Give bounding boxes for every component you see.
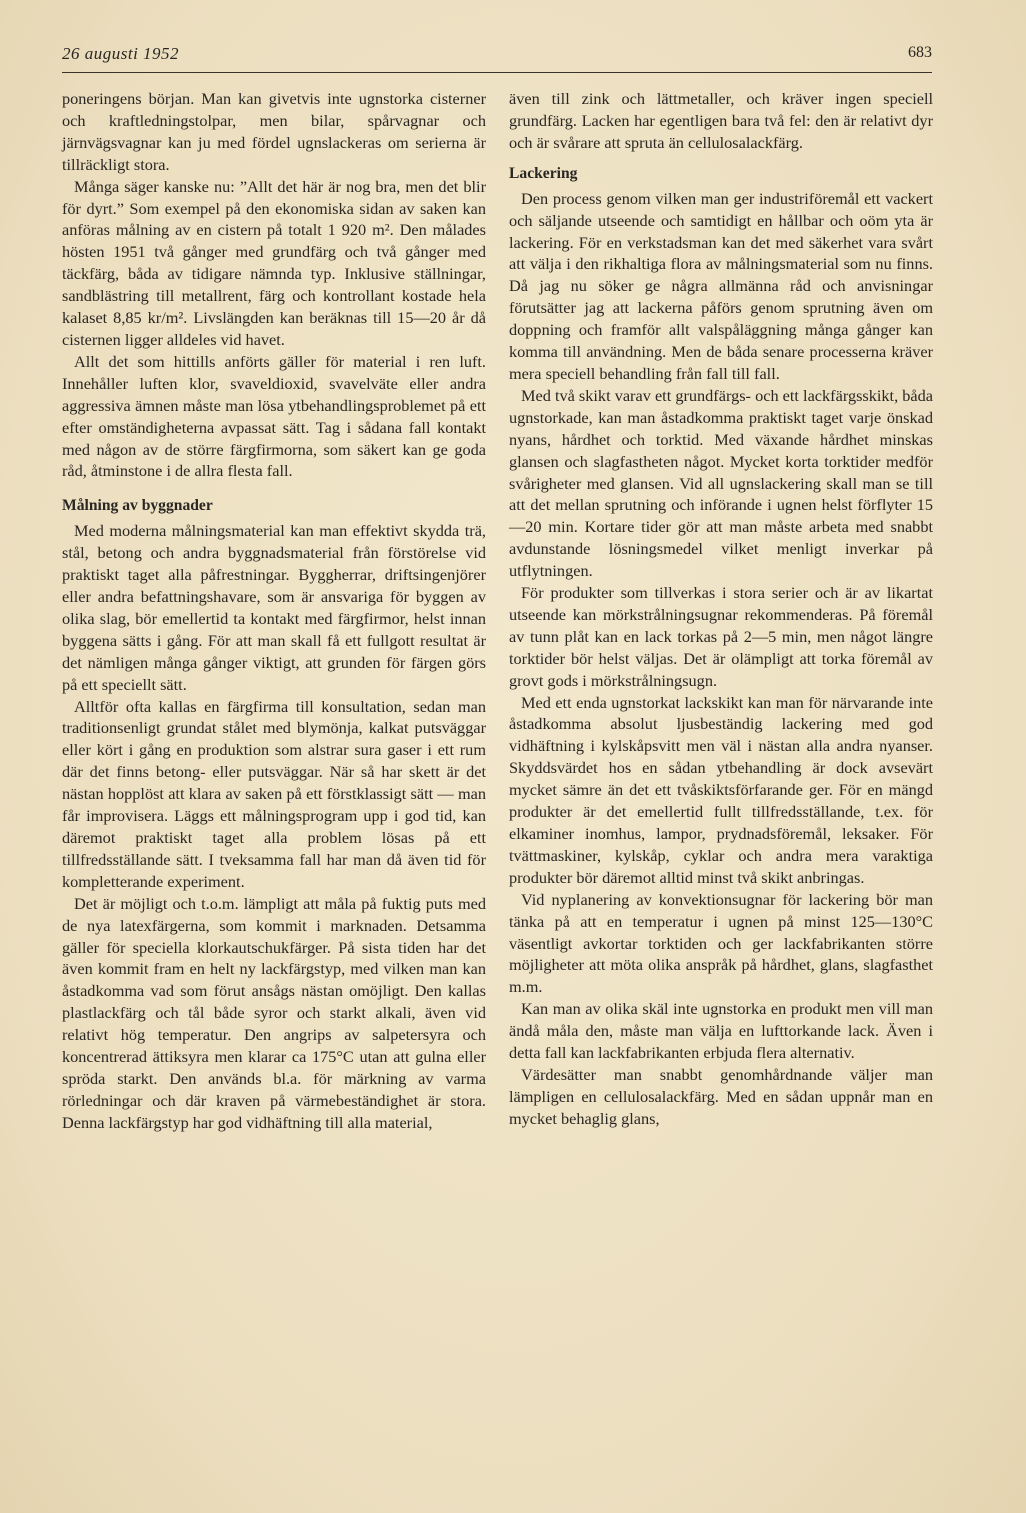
page-number: 683 xyxy=(908,44,932,61)
section-heading-buildings: Målning av byggnader xyxy=(62,497,213,515)
paragraph: Alltför ofta kallas en färgfirma till konsultation, sedan man traditionsenligt grundat stålet med blymönja, kalkat putsväggar eller kört i gång en produktion som alstrar sura gaser i ett rum där det finns betong- eller putsväggar. När så har skett är det nästan hopplöst att klara av saken på ett förstklassigt sätt — man får improvisera. Läggs ett målningsprogram upp i god tid, kan däremot praktiskt taget alla problem lösas på ett tillfredsställande sätt. I tveksamma fall har man då även tid för kompletterande experiment. xyxy=(62,696,486,891)
paragraph: Med moderna målningsmaterial kan man effektivt skydda trä, stål, betong och andra byggnadsmaterial från förstörelse vid praktiskt taget alla påfrestningar. Byggherrar, driftsingenjörer eller andra befattningshavare, som är ansvariga för byggen av olika slag, bör emellertid ta kontakt med färgfirmor, helst innan byggena sätts i gång. För att man skall få ett fullgott resultat är det nämligen många gånger viktigt, att grunden för färgen görs på ett speciellt sätt. xyxy=(62,521,486,694)
paragraph: även till zink och lättmetaller, och kräver ingen speciell grundfärg. Lacken har egentligen bara två fel: den är relativt dyr och är svårare att spruta än cellulosalackfärg. xyxy=(509,89,933,152)
paragraph: Kan man av olika skäl inte ugnstorka en produkt men vill man ändå måla den, måste man välja en lufttorkande lack. Även i detta fall kan lackfabrikanten erbjuda flera alternativ. xyxy=(509,999,933,1063)
paragraph: poneringens början. Man kan givetvis inte ugnstorka cisterner och kraftledningstolpar, men bilar, spårvagnar och järnvägsvagnar kan ju med fördel ugnslackeras om serierna är tillräckligt stora. xyxy=(62,89,486,174)
page-header xyxy=(62,44,932,74)
paragraph: Värdesätter man snabbt genomhårdnande väljer man lämpligen en cellulosalackfärg. Med en sådan uppnår man en mycket behaglig glans, xyxy=(509,1064,933,1128)
paragraph: Det är möjligt och t.o.m. lämpligt att måla på fuktig puts med de nya latexfärgerna, som kommit i marknaden. Detsamma gäller för speciella klorkautschukfärger. På sista tiden har det även kommit fram en helt ny lackfärgstyp, med vilken man kan åstadkomma vad som förut ansågs nästan omöjligt. Den kallas plastlackfärg och tål både syror och starkt alkali, även vid relativt hög temperatur. Den angrips av salpetersyra och koncentrerad ättiksyra men klarar ca 175°C utan att gulna eller spröda starkt. Den används bl.a. för märkning av varma rörledningar och där kraven på värmebeständighet är stora. Denna lackfärgstyp har god vidhäftning till alla material, xyxy=(62,893,486,1132)
header-rule xyxy=(62,72,932,73)
issue-date: 26 augusti 1952 xyxy=(62,44,180,63)
paragraph: Många säger kanske nu: ”Allt det här är nog bra, men det blir för dyrt.” Som exempel på den ekonomiska sidan av saken kan anföras målning av en cistern på totalt 1 920 m². Den målades hösten 1951 två gånger med grundfärg och två gånger med täckfärg, båda av tidigare nämnda typ. Inklusive ställningar, sandblästring till metallrent, färg och kontrollant kostade hela kalaset 8,85 kr/m². Livslängden kan beräknas till 15—20 år då cisternen ligger alldeles vid havet. xyxy=(62,176,486,349)
paragraph: Med ett enda ugnstorkat lackskikt kan man för närvarande inte åstadkomma absolut ljusbeständig lackering med god vidhäftning i kylskåpsvitt men väl i nästan alla andra nyanser. Skyddsvärdet hos en sådan ytbehandling är dock avsevärt mycket sämre än det ett tvåskiktsförfarande ger. För en mängd produkter är det emellertid fullt tillfredsställande, t.ex. för elkaminer inomhus, lampor, prydnadsföremål, leksaker. För tvättmaskiner, kylskåp, cyklar och andra mera varaktiga produkter bör däremot alltid minst två skikt anbringas. xyxy=(509,692,933,887)
section-heading-lacquering: Lackering xyxy=(509,164,578,182)
right-column xyxy=(509,88,933,1130)
paragraph: För produkter som tillverkas i stora serier och är av likartat utseende kan mörkstrålningsugnar rekommenderas. På föremål av tunn plåt kan en lack torkas på 2—5 min, men något längre torktider bör helst väljas. Det är olämpligt att torka föremål av grovt gods i mörkstrålningsugn. xyxy=(509,583,933,690)
paragraph: Allt det som hittills anförts gäller för material i ren luft. Innehåller luften klor, svaveldioxid, svavelväte eller andra aggressiva ämnen måste man lösa ytbehandlingsproblemet på ett efter omständigheterna avpassat sätt. Tag i sådana fall kontakt med någon av de större färgfirmorna, som säkert kan ge goda råd, åtminstone i de allra flesta fall. xyxy=(62,351,486,481)
paragraph: Vid nyplanering av konvektionsugnar för lackering bör man tänka på att en temperatur i ugnen på minst 125—130°C väsentligt avkortar torktiden och ger lackfabrikanten större möjligheter att möta olika anspråk på hårdhet, glans, slagfasthet m.m. xyxy=(509,889,933,997)
paragraph: Den process genom vilken man ger industriföremål ett vackert och säljande utseende och samtidigt en hållbar och oöm yta är lackering. För en verkstadsman kan det med säkerhet vara svårt att välja i den rikhaltiga flora av målningsmaterial som nu finns. Då jag nu söker ge några allmänna råd och anvisningar förutsätter jag att lackerna påförs genom sprutning även om doppning och framför allt valspåläggning många gånger kan komma till användning. Men de båda senare processerna kräver mera speciell behandling från fall till fall. xyxy=(509,188,933,383)
left-column xyxy=(62,88,486,1134)
paragraph: Med två skikt varav ett grundfärgs- och ett lackfärgsskikt, båda ugnstorkade, kan man åstadkomma praktiskt taget varje önskad nyans, hårdhet och torktid. Med växande hårdhet minskas glansen och slagfastheten något. Mycket korta torktider medför svårigheter med glansen. Vid all ugnslackering skall man se till att det mellan sprutning och införande i ugnen helst förflyter 15—20 min. Kortare tider gör att man måste arbeta med snabbt avdunstande lösningsmedel vilket menligt inverkar på utflytningen. xyxy=(509,385,933,581)
